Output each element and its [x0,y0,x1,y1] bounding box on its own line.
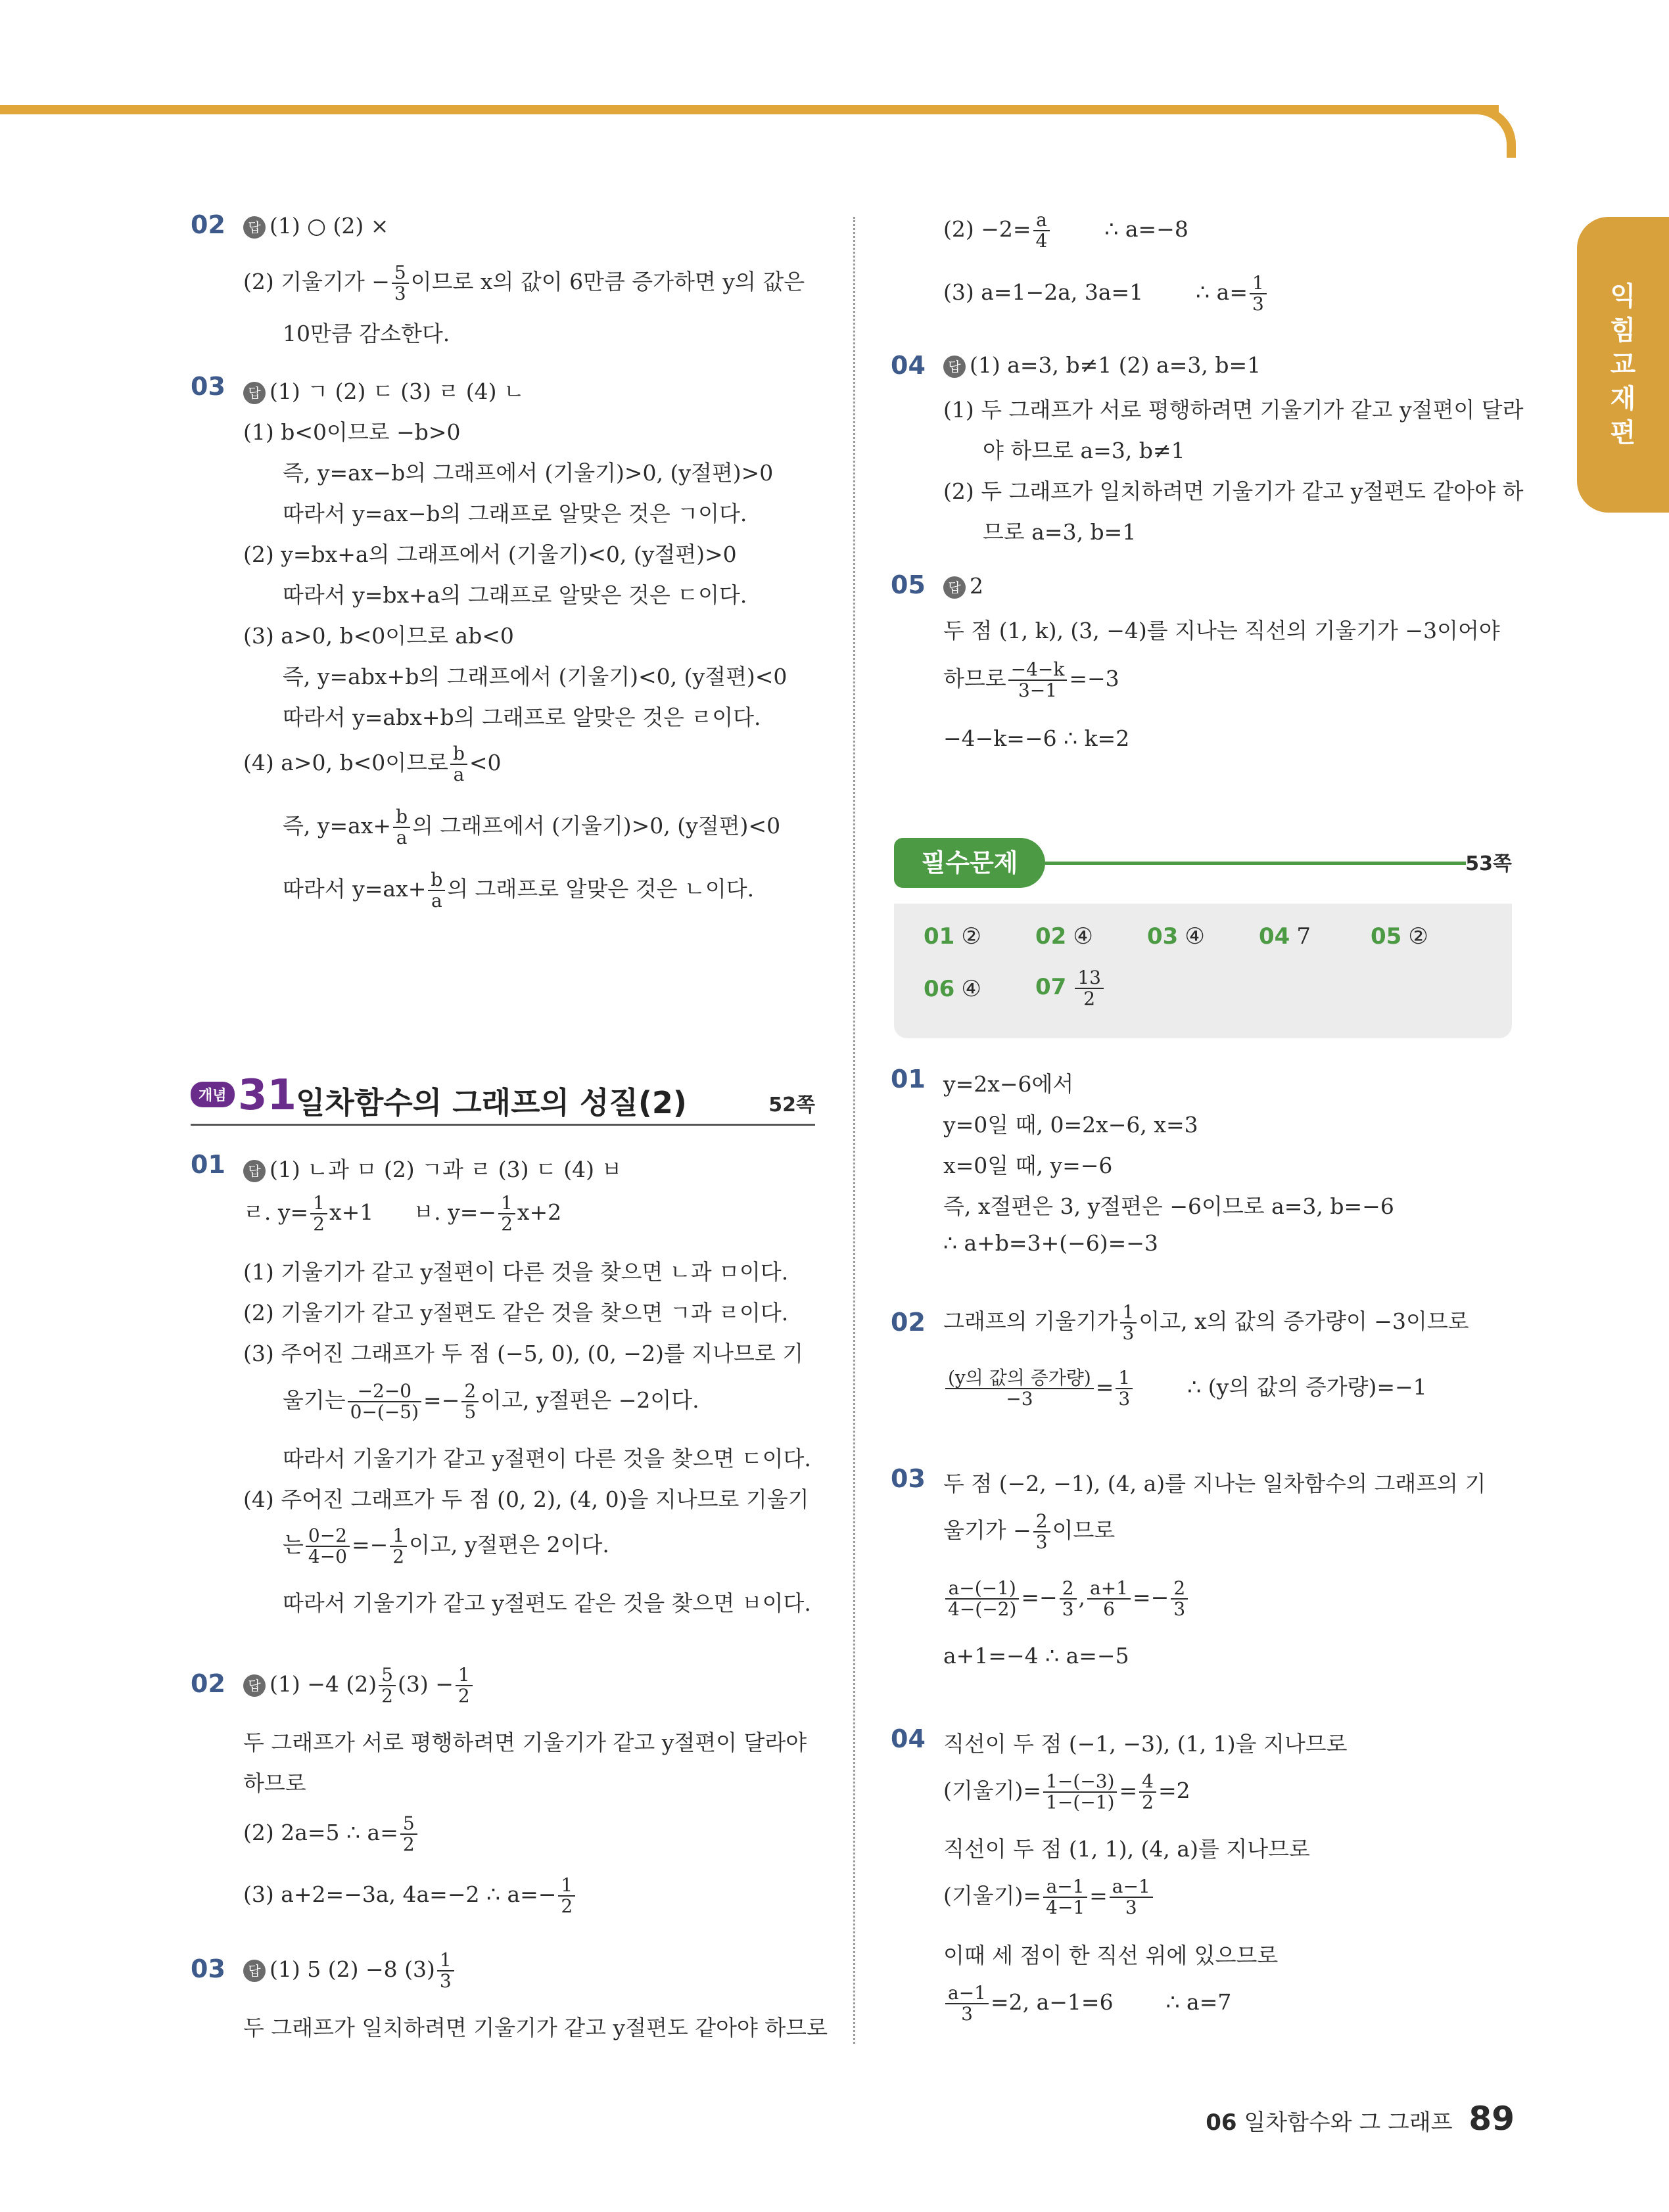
solution-line: (2) y=bx+a의 그래프에서 (기울기)<0, (y절편)>0 [243,541,737,567]
answer-text: (1) a=3, b≠1 (2) a=3, b=1 [970,352,1261,378]
fraction: $\frac{1}{2}$ [390,1526,407,1567]
answer-item: 06 ④ [924,976,981,1002]
fraction: $\frac{4}{2}$ [1139,1772,1156,1812]
solution-line: 즉, x절편은 3, y절편은 −6이므로 a=3, b=−6 [943,1193,1394,1219]
column-divider [853,217,855,2044]
problem-number: 02 [191,1669,225,1698]
solution-line: 두 점 (−2, −1), (4, a)를 지나는 일차함수의 그래프의 기 [943,1471,1486,1496]
answer-item: 07 $\frac{13}{2}$ [1035,968,1106,1009]
answer-badge-icon: 답 [243,1160,266,1182]
solution-line: y=0일 때, 0=2x−6, x=3 [943,1112,1198,1138]
solution-line: 므로 a=3, b=1 [983,519,1137,545]
solution-line: (2) 두 그래프가 일치하려면 기울기가 같고 y절편도 같아야 하 [943,478,1524,504]
top-decor-bar [0,105,1499,114]
solution-line: 울기는 $\frac{-2-0}{0-(-5)}$ =− $\frac{2}{5}$ 이고, y절편은 −2이다. [283,1380,699,1423]
solution-line: −4−k=−6 ∴ k=2 [943,726,1130,751]
fraction: $\frac{a-1}{3}$ [945,1983,989,2024]
solution-line: (1) 기울기가 같고 y절편이 다른 것을 찾으면 ㄴ과 ㅁ이다. [243,1259,789,1285]
solution-line: (4) 주어진 그래프가 두 점 (0, 2), (4, 0)을 지나므로 기울기 [243,1486,809,1512]
solution-line: (3) a=1−2a, 3a=1 ∴ a= $\frac{1}{3}$ [943,273,1269,314]
side-tab [1577,217,1669,513]
fraction: $\frac{1}{3}$ [1116,1368,1133,1409]
solution-line: 두 점 (1, k), (3, −4)를 지나는 직선의 기울기가 −3이어야 [943,618,1500,643]
fraction: $\frac{1-(-3)}{1-(-1)}$ [1043,1772,1117,1812]
solution-line: (3) a>0, b<0이므로 ab<0 [243,623,514,649]
fraction: $\frac{2}{3}$ [1060,1578,1077,1619]
solution-line: (3) a+2=−3a, 4a=−2 ∴ a=− $\frac{1}{2}$ [243,1876,577,1916]
fraction: $\frac{5}{2}$ [400,1814,417,1855]
solution-line: 따라서 y=bx+a의 그래프로 알맞은 것은 ㄷ이다. [283,582,747,608]
fraction: $\frac{5}{3}$ [392,263,409,304]
solution-line: (1) 두 그래프가 서로 평행하려면 기울기가 같고 y절편이 달라 [943,397,1524,423]
must-problems-page: 53쪽 [1465,852,1512,875]
fraction: $\frac{1}{2}$ [310,1193,327,1234]
solution-line: 하므로 $\frac{-4-k}{3-1}$ =−3 [943,658,1119,701]
side-tab-char: 편 [1610,418,1636,448]
fraction: $\frac{0-2}{4-0}$ [306,1526,350,1567]
chapter-title: 일차함수와 그 그래프 [1244,2109,1453,2136]
solution-line: 즉, y=abx+b의 그래프에서 (기울기)<0, (y절편)<0 [283,664,787,689]
solution-line: 따라서 y=ax+ $\frac{b}{a}$ 의 그래프로 알맞은 것은 ㄴ이다. [283,869,755,911]
solution-line: 즉, y=ax−b의 그래프에서 (기울기)>0, (y절편)>0 [283,460,774,486]
concept-header [191,1071,815,1126]
side-tab-char: 힘 [1610,315,1636,346]
problem-number: 01 [191,1150,225,1179]
answer-text: 2 [970,573,983,599]
fraction: $\frac{13}{2}$ [1075,968,1104,1009]
solution-line: (4) a>0, b<0이므로 $\frac{b}{a}$ <0 [243,743,502,785]
fraction: $\frac{1}{2}$ [558,1876,575,1916]
must-problems-title: 필수문제 [894,838,1045,888]
fraction: $\frac{a-(-1)}{4-(-2)}$ [945,1578,1019,1619]
solution-line: 직선이 두 점 (−1, −3), (1, 1)을 지나므로 [943,1731,1348,1757]
answer-item: 03 ④ [1147,923,1205,950]
answer-badge-icon: 답 [943,576,966,599]
solution-line: (1) b<0이므로 −b>0 [243,419,461,445]
fraction: $\frac{-2-0}{0-(-5)}$ [348,1381,421,1422]
solution-line: a+1=−4 ∴ a=−5 [943,1643,1129,1669]
answer-badge-icon: 답 [243,216,266,239]
solution-line: 따라서 기울기가 같고 y절편이 다른 것을 찾으면 ㄷ이다. [283,1446,811,1471]
side-tab-char: 재 [1610,384,1636,414]
solution-line: 10만큼 감소한다. [283,321,450,346]
solution-line: ∴ a+b=3+(−6)=−3 [943,1230,1158,1256]
must-problems-answers [894,904,1512,1038]
solution-line: 이때 세 점이 한 직선 위에 있으므로 [943,1943,1279,1968]
solution-line: 울기가 − $\frac{2}{3}$ 이므로 [943,1510,1116,1553]
answer-badge-icon: 답 [243,1960,266,1982]
fraction: $\frac{1}{3}$ [437,1950,454,1991]
answer-item: 02 ④ [1035,923,1093,950]
problem-number: 05 [891,570,926,599]
solution-line: $\frac{\text{(y의 값의 증가량)}}{-3}$ = $\frac{1}{3}$ ∴ (y의 값의 증가량)=−1 [943,1368,1427,1409]
top-decor-curve [1453,105,1516,158]
concept-title: 일차함수의 그래프의 성질(2) [296,1085,687,1120]
fraction: $\frac{2}{5}$ [461,1381,479,1422]
problem-number: 03 [891,1464,926,1493]
solution-line: 그래프의 기울기가 $\frac{1}{3}$ 이고, x의 값의 증가량이 −3이므로 [943,1301,1469,1344]
answer-badge-icon: 답 [243,1674,266,1697]
solution-line: (기울기)= $\frac{a-1}{4-1}$ = $\frac{a-1}{3}$ [943,1877,1155,1918]
solution-line: $\frac{a-1}{3}$ =2, a−1=6 ∴ a=7 [943,1983,1231,2024]
solution-line: (2) 기울기가 같고 y절편도 같은 것을 찾으면 ㄱ과 ㄹ이다. [243,1300,789,1325]
concept-page: 52쪽 [768,1094,815,1117]
fraction: $\frac{a}{4}$ [1033,210,1050,251]
problem-number: 04 [891,1724,926,1753]
solution-line: (3) 주어진 그래프가 두 점 (−5, 0), (0, −2)를 지나므로 기 [243,1341,804,1366]
solution-line: 야 하므로 a=3, b≠1 [983,438,1185,463]
fraction: $\frac{\text{(y의 값의 증가량)}}{-3}$ [945,1368,1094,1409]
answer-item: 05 ② [1371,923,1428,950]
solution-line: (2) 2a=5 ∴ a= $\frac{5}{2}$ [243,1814,419,1855]
solution-line: (2) −2= $\frac{a}{4}$ ∴ a=−8 [943,209,1188,252]
answer-line [943,352,1261,378]
answer-line [243,375,525,405]
solution-line: 두 그래프가 일치하려면 기울기가 같고 y절편도 같아야 하므로 [243,2015,828,2040]
fraction: $\frac{b}{a}$ [393,807,410,848]
fraction: $\frac{b}{a}$ [450,744,467,785]
solution-line: y=2x−6에서 [943,1071,1074,1097]
answer-line [243,213,388,239]
solution-line: ㄹ. y= $\frac{1}{2}$ x+1 ㅂ. y=− $\frac{1}{2}$ x+2 [243,1192,562,1235]
page-number: 89 [1469,2100,1515,2138]
answer-text: (1) ㄱ (2) ㄷ (3) ㄹ (4) ㄴ [270,379,525,404]
solution-line: x=0일 때, y=−6 [943,1153,1113,1178]
fraction: $\frac{1}{2}$ [498,1193,515,1234]
answer-line: 답 (1) 5 (2) −8 (3) $\frac{1}{3}$ [243,1950,456,1991]
answer-text: (1) ○ (2) × [270,213,389,239]
answer-line [243,1153,622,1184]
problem-number: 01 [891,1065,926,1094]
answer-line [943,573,983,599]
side-tab-char: 교 [1610,350,1636,380]
fraction: $\frac{a-1}{3}$ [1110,1877,1153,1918]
solution-line: 직선이 두 점 (1, 1), (4, a)를 지나므로 [943,1836,1310,1862]
chapter-number: 06 [1206,2109,1237,2136]
answer-item: 04 7 [1259,923,1311,950]
solution-line: 는 $\frac{0-2}{4-0}$ =− $\frac{1}{2}$ 이고, y절편은 2이다. [283,1525,609,1567]
fraction: $\frac{a-1}{4-1}$ [1043,1877,1087,1918]
answer-item: 01 ② [924,923,981,950]
answer-badge-icon: 답 [943,356,966,378]
page-footer [1206,2100,1515,2138]
problem-number: 03 [191,1954,225,1983]
solution-line: $\frac{a-(-1)}{4-(-2)}$ =− $\frac{2}{3}$ , $\frac{a+1}{6}$ =− $\frac{2}{3}$ [943,1578,1190,1619]
fraction: $\frac{2}{3}$ [1171,1578,1188,1619]
fraction: $\frac{5}{2}$ [379,1665,396,1706]
fraction: $\frac{1}{3}$ [1120,1302,1137,1343]
solution-line: 따라서 y=abx+b의 그래프로 알맞은 것은 ㄹ이다. [283,704,761,730]
fraction: $\frac{b}{a}$ [428,870,445,911]
fraction: $\frac{-4-k}{3-1}$ [1008,660,1068,701]
solution-line: 즉, y=ax+ $\frac{b}{a}$ 의 그래프에서 (기울기)>0, (y절편)<0 [283,806,781,848]
concept-number: 31 [238,1071,297,1120]
problem-number: 03 [191,372,225,401]
concept-badge: 개념 [191,1082,235,1107]
fraction: $\frac{2}{3}$ [1033,1511,1050,1552]
solution-line: (기울기)= $\frac{1-(-3)}{1-(-1)}$ = $\frac{4}{2}$ =2 [943,1770,1190,1813]
fraction: $\frac{1}{2}$ [456,1665,473,1706]
problem-number: 02 [191,210,225,239]
solution-line: 따라서 y=ax−b의 그래프로 알맞은 것은 ㄱ이다. [283,501,747,526]
must-problems-rule [1045,862,1466,865]
solution-line: 따라서 기울기가 같고 y절편도 같은 것을 찾으면 ㅂ이다. [283,1590,811,1616]
solution-line: (2) 기울기가 − $\frac{5}{3}$ 이므로 x의 값이 6만큼 증가하면 y의 값은 [243,262,805,304]
answer-text: (1) ㄴ과 ㅁ (2) ㄱ과 ㄹ (3) ㄷ (4) ㅂ [270,1157,623,1182]
solution-line: 두 그래프가 서로 평행하려면 기울기가 같고 y절편이 달라야 [243,1730,807,1755]
side-tab-char: 익 [1610,281,1636,311]
problem-number: 04 [891,351,926,380]
fraction: $\frac{1}{3}$ [1250,273,1267,314]
fraction: $\frac{a+1}{6}$ [1087,1578,1131,1619]
answer-badge-icon: 답 [243,382,266,404]
problem-number: 02 [891,1308,926,1337]
answer-line: 답 (1) −4 (2) $\frac{5}{2}$ (3) − $\frac{1}{2}$ [243,1665,475,1706]
solution-line: 하므로 [243,1770,306,1796]
